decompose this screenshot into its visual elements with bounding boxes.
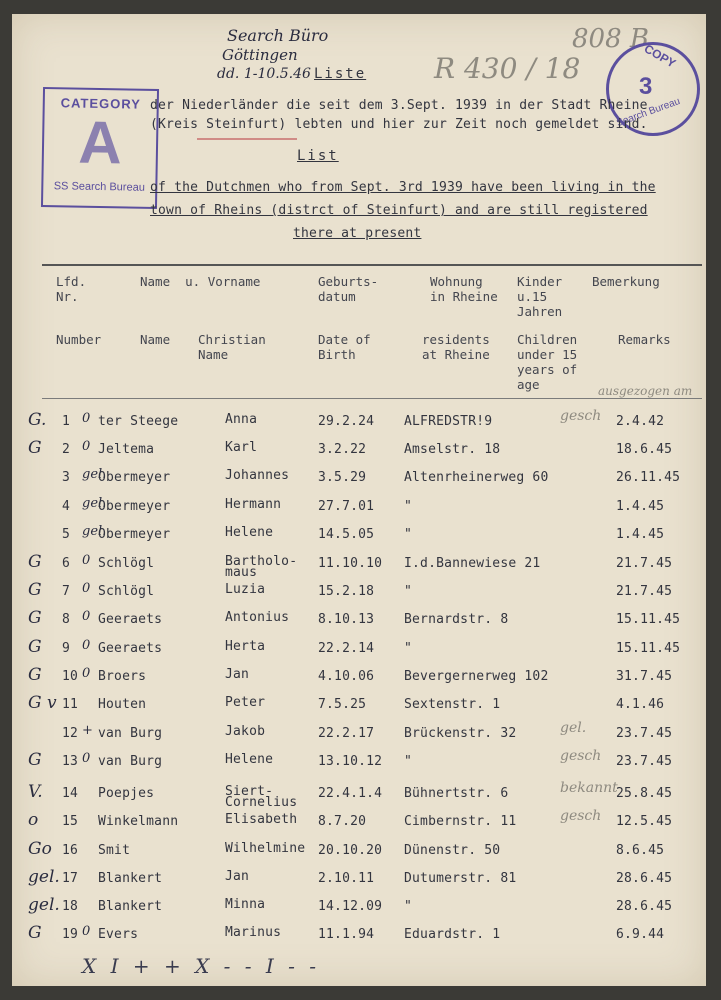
row-remark-date: 12.5.45 — [616, 814, 673, 829]
col-name-en: Name — [140, 332, 171, 347]
row-address: Dutumerstr. 81 — [404, 871, 517, 886]
row-number: 10 — [62, 669, 79, 684]
row-surname: Houten — [98, 697, 147, 712]
red-pencil-mark — [197, 138, 297, 140]
row-remark-date: 1.4.45 — [616, 527, 665, 542]
intro-english-line-1: of the Dutchmen who from Sept. 3rd 1939 have been living in the — [150, 180, 656, 195]
row-mark: gel. — [82, 496, 107, 511]
intro-english-line-2: town of Rheins (distrct of Steinfurt) and are still registered — [150, 203, 648, 218]
row-date-of-birth: 22.2.17 — [318, 726, 375, 741]
row-remark-date: 8.6.45 — [616, 843, 665, 858]
row-margin-note: G — [28, 665, 42, 685]
row-date-of-birth: 15.2.18 — [318, 584, 375, 599]
row-number: 9 — [62, 641, 71, 656]
row-mark: 0 — [82, 411, 91, 426]
row-address: Brückenstr. 32 — [404, 726, 517, 741]
row-margin-note: G — [28, 438, 42, 458]
row-address: " — [404, 584, 413, 599]
row-address: Eduardstr. 1 — [404, 927, 501, 942]
row-number: 8 — [62, 612, 71, 627]
row-address: ALFREDSTR!9 — [404, 414, 493, 429]
row-surname: Schlögl — [98, 556, 155, 571]
row-remark-date: 21.7.45 — [616, 556, 673, 571]
category-stamp-letter: A — [77, 108, 123, 177]
row-pencil-note: gesch — [560, 408, 602, 424]
row-date-of-birth: 8.10.13 — [318, 612, 375, 627]
row-margin-note: V. — [28, 782, 43, 802]
row-number: 7 — [62, 584, 71, 599]
handwritten-note-2: Göttingen — [222, 46, 298, 64]
row-date-of-birth: 4.10.06 — [318, 669, 375, 684]
row-date-of-birth: 8.7.20 — [318, 814, 367, 829]
header-rule-top — [42, 264, 702, 266]
row-margin-note: o — [28, 810, 39, 830]
row-remark-date: 26.11.45 — [616, 470, 681, 485]
row-surname: Smit — [98, 843, 131, 858]
row-first-name: Antonius — [225, 610, 290, 625]
row-surname: Winkelmann — [98, 814, 179, 829]
col-dob-de: Geburts- datum — [318, 274, 379, 304]
row-number: 17 — [62, 871, 79, 886]
row-first-name: Minna — [225, 897, 266, 912]
row-first-name: Peter — [225, 695, 266, 710]
row-margin-note: G — [28, 552, 42, 572]
col-address-en: residents at Rheine — [422, 332, 490, 362]
row-number: 13 — [62, 754, 79, 769]
row-surname: Jeltema — [98, 442, 155, 457]
row-mark: 0 — [82, 553, 91, 568]
row-surname: Geeraets — [98, 641, 163, 656]
row-remark-date: 18.6.45 — [616, 442, 673, 457]
col-name-de: Name u. Vorname — [140, 274, 261, 289]
intro-german-line-1: der Niederländer die seit dem 3.Sept. 1939 in der Stadt Rheine — [150, 98, 648, 113]
row-remark-date: 15.11.45 — [616, 612, 681, 627]
row-surname: Evers — [98, 927, 139, 942]
row-first-name: Jan — [225, 869, 250, 884]
col-remarks-en: Remarks — [618, 332, 671, 347]
row-address: Cimbernstr. 11 — [404, 814, 517, 829]
row-surname: van Burg — [98, 754, 163, 769]
row-mark: gel. — [82, 524, 107, 539]
handwritten-note-3: dd. 1-10.5.46 — [217, 66, 311, 82]
category-stamp-footer: SS Search Bureau — [53, 180, 145, 194]
row-mark: 0 — [82, 581, 91, 596]
row-date-of-birth: 14.12.09 — [318, 899, 383, 914]
row-first-name: Helene — [225, 752, 274, 767]
row-number: 5 — [62, 527, 71, 542]
col-nr-en: Number — [56, 332, 102, 347]
row-date-of-birth: 29.2.24 — [318, 414, 375, 429]
copy-stamp-number: 3 — [639, 73, 653, 100]
row-address: Dünenstr. 50 — [404, 843, 501, 858]
row-first-name: Jan — [225, 667, 250, 682]
row-address: " — [404, 754, 413, 769]
row-surname: Blankert — [98, 899, 163, 914]
col-dob-en: Date of Birth — [318, 332, 371, 362]
row-address: Altenrheinerweg 60 — [404, 470, 549, 485]
row-address: " — [404, 641, 413, 656]
col-address-de: Wohnung in Rheine — [430, 274, 498, 304]
row-first-name: Karl — [225, 440, 258, 455]
row-address: Bevergernerweg 102 — [404, 669, 549, 684]
row-margin-note: G — [28, 923, 42, 943]
row-surname: ter Steege — [98, 414, 179, 429]
row-first-name: Marinus — [225, 925, 282, 940]
reference-number: R 430 / 18 — [434, 52, 581, 85]
row-address: " — [404, 527, 413, 542]
category-stamp — [41, 87, 159, 209]
row-pencil-note: gesch — [560, 808, 602, 824]
col-remarks-de: Bemerkung — [592, 274, 660, 289]
row-first-name: Luzia — [225, 582, 266, 597]
row-date-of-birth: 2.10.11 — [318, 871, 375, 886]
row-address: " — [404, 899, 413, 914]
intro-english-line-3: there at present — [293, 226, 422, 241]
row-mark: 0 — [82, 666, 91, 681]
col-christian-en: Christian Name — [198, 332, 266, 362]
row-surname: Poepjes — [98, 786, 155, 801]
row-surname: Geeraets — [98, 612, 163, 627]
row-address: Amselstr. 18 — [404, 442, 501, 457]
row-number: 18 — [62, 899, 79, 914]
row-date-of-birth: 27.7.01 — [318, 499, 375, 514]
row-margin-note: Go — [28, 839, 52, 859]
row-date-of-birth: 11.10.10 — [318, 556, 383, 571]
row-margin-note: G — [28, 608, 42, 628]
row-number: 14 — [62, 786, 79, 801]
row-mark: 0 — [82, 924, 91, 939]
row-number: 15 — [62, 814, 79, 829]
row-first-name: Anna — [225, 412, 258, 427]
row-date-of-birth: 20.10.20 — [318, 843, 383, 858]
row-date-of-birth: 13.10.12 — [318, 754, 383, 769]
footer-marks: X I + + X - - I - - — [82, 954, 321, 978]
row-mark: + — [82, 723, 93, 738]
row-number: 11 — [62, 697, 79, 712]
intro-german-line-2: (Kreis Steinfurt) lebten und hier zur Zeit noch gemeldet sind. — [150, 117, 648, 132]
row-margin-note: G v — [28, 693, 57, 713]
row-margin-note: gel. — [28, 895, 60, 915]
row-remark-date: 28.6.45 — [616, 899, 673, 914]
row-number: 1 — [62, 414, 71, 429]
row-remark-date: 21.7.45 — [616, 584, 673, 599]
row-pencil-note: gesch — [560, 748, 602, 764]
row-surname: van Burg — [98, 726, 163, 741]
row-margin-note: G — [28, 750, 42, 770]
row-number: 4 — [62, 499, 71, 514]
document-page — [12, 14, 706, 986]
row-number: 19 — [62, 927, 79, 942]
row-first-name: Hermann — [225, 497, 282, 512]
row-remark-date: 28.6.45 — [616, 871, 673, 886]
row-surname: Obermeyer — [98, 470, 171, 485]
row-remark-date: 25.8.45 — [616, 786, 673, 801]
row-surname: Schlögl — [98, 584, 155, 599]
row-address: I.d.Bannewiese 21 — [404, 556, 541, 571]
row-remark-date: 23.7.45 — [616, 726, 673, 741]
row-date-of-birth: 11.1.94 — [318, 927, 375, 942]
pencil-note-moved-out: ausgezogen am — [598, 384, 693, 398]
row-date-of-birth: 14.5.05 — [318, 527, 375, 542]
row-number: 12 — [62, 726, 79, 741]
row-mark: 0 — [82, 439, 91, 454]
copy-stamp-top: COPY — [641, 41, 679, 71]
row-remark-date: 31.7.45 — [616, 669, 673, 684]
header-rule-bottom — [42, 398, 702, 399]
row-margin-note: G — [28, 580, 42, 600]
row-number: 6 — [62, 556, 71, 571]
row-date-of-birth: 7.5.25 — [318, 697, 367, 712]
row-margin-note: G — [28, 637, 42, 657]
row-first-name: Wilhelmine — [225, 841, 306, 856]
row-remark-date: 6.9.44 — [616, 927, 665, 942]
title-english: List — [297, 148, 339, 164]
row-remark-date: 4.1.46 — [616, 697, 665, 712]
row-surname: Broers — [98, 669, 147, 684]
row-first-name: Helene — [225, 525, 274, 540]
row-address: " — [404, 499, 413, 514]
row-remark-date: 1.4.45 — [616, 499, 665, 514]
reference-number-2: 808 B — [572, 24, 649, 54]
row-pencil-note: bekannt — [560, 780, 618, 796]
category-stamp-title: CATEGORY — [60, 95, 142, 112]
row-first-name: Johannes — [225, 468, 290, 483]
col-children-de: Kinder u.15 Jahren — [517, 274, 563, 319]
row-first-name: Herta — [225, 639, 266, 654]
row-address: Sextenstr. 1 — [404, 697, 501, 712]
row-mark: 0 — [82, 638, 91, 653]
col-children-en: Children under 15 years of age — [517, 332, 578, 392]
row-mark: 0 — [82, 751, 91, 766]
row-surname: Obermeyer — [98, 527, 171, 542]
row-number: 3 — [62, 470, 71, 485]
copy-stamp-bottom: Search Bureau — [615, 95, 682, 130]
row-number: 2 — [62, 442, 71, 457]
row-address: Bernardstr. 8 — [404, 612, 509, 627]
handwritten-note-1: Search Büro — [227, 26, 329, 45]
row-first-name: Jakob — [225, 724, 266, 739]
row-margin-note: G. — [28, 410, 47, 430]
title-german: Liste — [314, 66, 367, 82]
row-first-name: Elisabeth — [225, 812, 298, 827]
row-date-of-birth: 22.4.1.4 — [318, 786, 383, 801]
row-remark-date: 15.11.45 — [616, 641, 681, 656]
row-first-name: Bartholo- maus — [225, 554, 298, 580]
row-number: 16 — [62, 843, 79, 858]
row-mark: gel. — [82, 467, 107, 482]
row-remark-date: 23.7.45 — [616, 754, 673, 769]
row-address: Bühnertstr. 6 — [404, 786, 509, 801]
row-first-name: Siert- Cornelius — [225, 784, 298, 810]
row-margin-note: gel. — [28, 867, 60, 887]
row-date-of-birth: 3.2.22 — [318, 442, 367, 457]
row-surname: Blankert — [98, 871, 163, 886]
row-remark-date: 2.4.42 — [616, 414, 665, 429]
row-date-of-birth: 22.2.14 — [318, 641, 375, 656]
row-mark: 0 — [82, 609, 91, 624]
col-nr-de: Lfd. Nr. — [56, 274, 87, 304]
row-surname: Obermeyer — [98, 499, 171, 514]
row-pencil-note: gel. — [560, 720, 587, 736]
row-date-of-birth: 3.5.29 — [318, 470, 367, 485]
